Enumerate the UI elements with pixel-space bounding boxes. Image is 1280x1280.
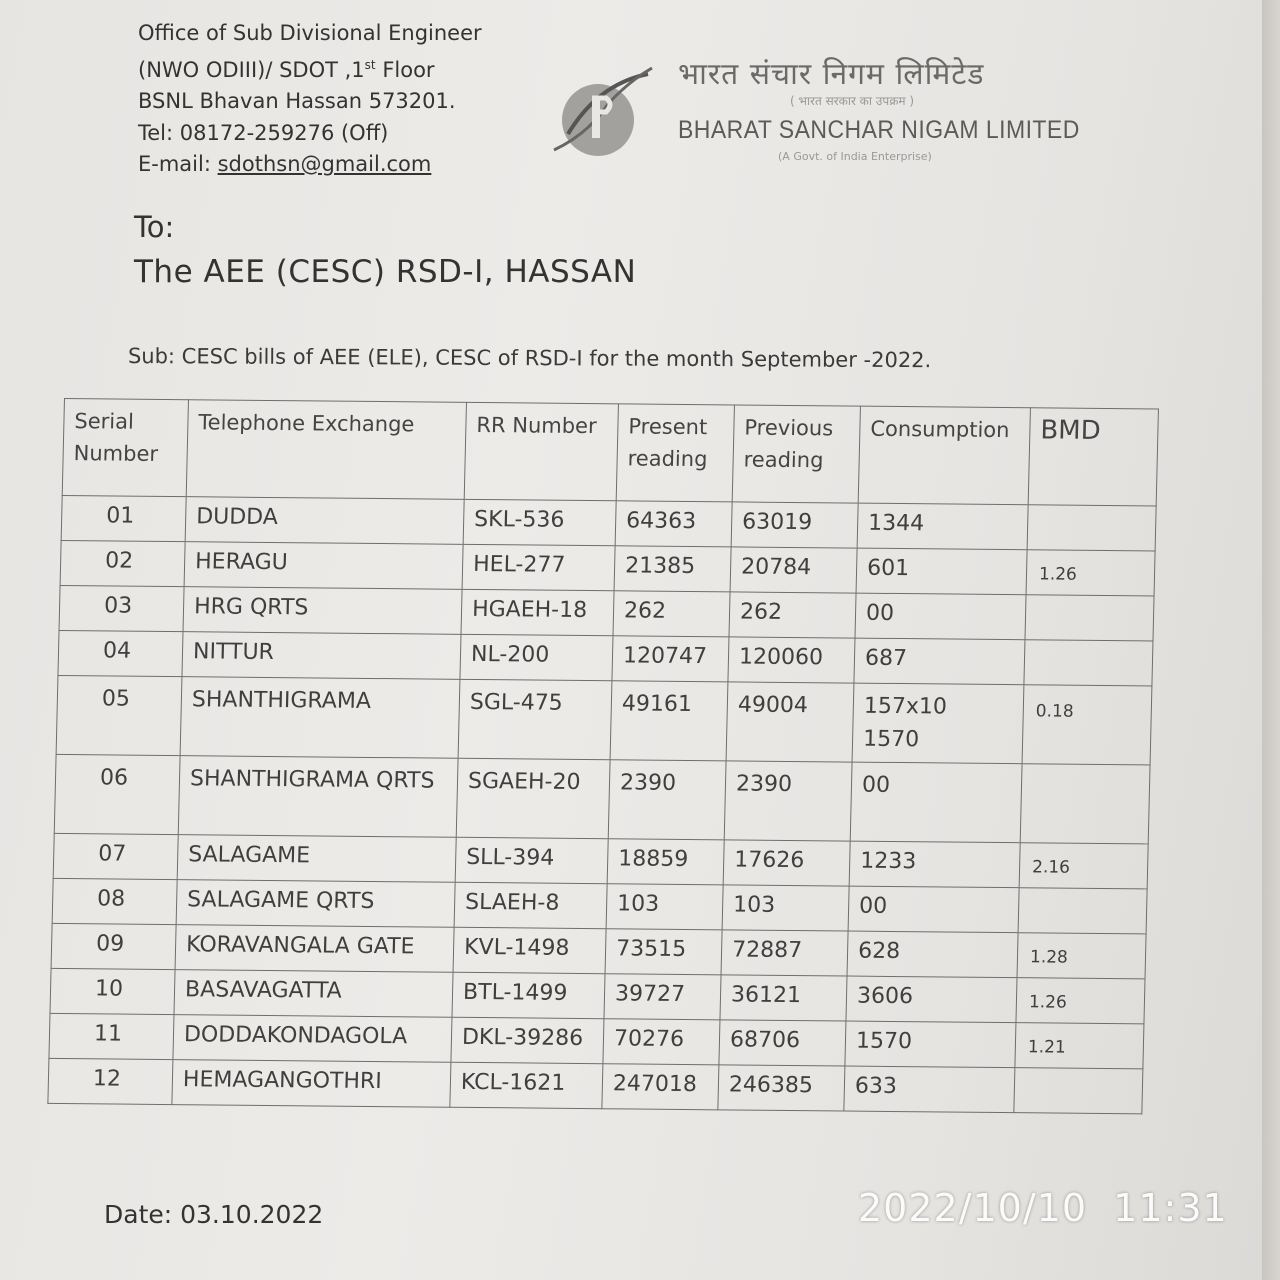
cell-present: 247018: [602, 1064, 719, 1110]
office-line-2-sup: st: [364, 57, 376, 72]
cell-serial: 08: [52, 878, 177, 924]
office-line-3: BSNL Bhavan Hassan 573201.: [138, 89, 456, 113]
header-exchange: Telephone Exchange: [186, 400, 466, 500]
cell-previous: 246385: [718, 1065, 845, 1111]
cell-previous: 262: [729, 592, 856, 638]
cell-rr: HGAEH-18: [461, 589, 614, 635]
cell-exchange: HERAGU: [184, 542, 463, 590]
cell-serial: 02: [60, 540, 185, 586]
header-previous-reading: Previous reading: [732, 405, 860, 503]
cell-rr: SGL-475: [458, 679, 612, 759]
office-address-block: [138, 18, 482, 181]
to-label: To:: [134, 210, 175, 244]
addressee: The AEE (CESC) RSD-I, HASSAN: [134, 254, 637, 290]
email-label: E-mail:: [138, 152, 218, 176]
cell-previous: 68706: [719, 1020, 846, 1066]
cell-exchange: KORAVANGALA GATE: [175, 925, 454, 973]
cell-exchange: SHANTHIGRAMA: [180, 677, 460, 759]
letterhead-company-name: BHARAT SANCHAR NIGAM LIMITED: [678, 116, 1080, 144]
cell-previous: 72887: [721, 930, 848, 976]
letterhead-hindi: भारत संचार निगम लिमिटेड: [678, 57, 985, 92]
cell-serial: 07: [53, 833, 178, 879]
camera-timestamp: 2022/10/10 11:31: [858, 1186, 1228, 1230]
cell-present: 73515: [605, 929, 722, 975]
cell-exchange: HEMAGANGOTHRI: [172, 1060, 451, 1108]
cell-present: 262: [613, 591, 730, 637]
cell-serial: 04: [58, 630, 183, 676]
cell-rr: NL-200: [460, 634, 613, 680]
cell-rr: DKL-39286: [451, 1017, 604, 1063]
cell-present: 49161: [610, 681, 728, 761]
cell-consumption: 1570: [845, 1021, 1016, 1068]
cell-bmd: 1.26: [1026, 550, 1155, 596]
cell-bmd: 1.26: [1016, 978, 1145, 1024]
cell-serial: 03: [59, 585, 184, 631]
cell-bmd: [1027, 505, 1156, 551]
cell-bmd: [1024, 640, 1153, 686]
header-rr-number: RR Number: [464, 402, 618, 500]
cell-present: 103: [606, 884, 723, 930]
cell-rr: SGAEH-20: [456, 758, 610, 838]
cell-consumption: 601: [856, 548, 1027, 595]
cell-bmd: [1018, 888, 1147, 934]
cell-previous: 2390: [724, 761, 852, 841]
cell-consumption: 00: [855, 593, 1026, 640]
email-address: sdothsn@gmail.com: [217, 152, 432, 176]
cell-exchange: DUDDA: [185, 497, 464, 545]
cell-consumption: 00: [848, 886, 1019, 933]
office-line-1: Office of Sub Divisional Engineer: [138, 21, 482, 45]
cell-exchange: SALAGAME QRTS: [176, 880, 455, 928]
cell-present: 18859: [607, 839, 724, 885]
cell-consumption: 633: [844, 1066, 1015, 1113]
table-row: [54, 754, 1150, 843]
billing-table: [47, 398, 1159, 1114]
cell-consumption: 00: [850, 762, 1022, 843]
cell-serial: 11: [49, 1013, 174, 1059]
cell-bmd: 1.21: [1015, 1023, 1144, 1069]
cell-present: 21385: [614, 546, 731, 592]
cell-serial: 12: [48, 1058, 173, 1104]
cell-rr: HEL-277: [462, 544, 615, 590]
table-header-row: [62, 399, 1158, 506]
cell-bmd: [1014, 1068, 1143, 1114]
cell-exchange: HRG QRTS: [183, 587, 462, 635]
office-line-4: Tel: 08172-259276 (Off): [138, 120, 389, 145]
cell-exchange: NITTUR: [182, 632, 461, 680]
cell-bmd: 1.28: [1017, 933, 1146, 979]
cell-previous: 36121: [720, 975, 847, 1021]
cell-consumption: 157x10 1570: [852, 683, 1024, 764]
letterhead-hindi-sub: ( भारत सरकार का उपक्रम ): [790, 94, 915, 108]
header-serial: Serial Number: [62, 399, 188, 497]
cell-previous: 20784: [730, 547, 857, 593]
page-edge: [1262, 0, 1280, 1280]
cell-bmd: 2.16: [1019, 843, 1148, 889]
cell-consumption: 687: [854, 638, 1025, 685]
cell-exchange: SHANTHIGRAMA QRTS: [178, 756, 458, 838]
cell-consumption: 628: [847, 931, 1018, 978]
cell-consumption: 1344: [857, 503, 1028, 550]
bsnl-logo-icon: [548, 64, 658, 160]
cell-present: 120747: [612, 636, 729, 682]
cell-bmd: [1020, 764, 1150, 844]
cell-rr: KCL-1621: [450, 1062, 603, 1108]
letterhead-company-sub: (A Govt. of India Enterprise): [778, 150, 932, 163]
table-body: [48, 495, 1156, 1113]
cell-rr: KVL-1498: [453, 927, 606, 973]
office-line-2: [138, 50, 482, 87]
cell-previous: 103: [722, 885, 849, 931]
cell-present: 64363: [615, 501, 732, 547]
cell-previous: 17626: [723, 840, 850, 886]
cell-previous: 63019: [731, 502, 858, 548]
header-bmd: BMD: [1028, 408, 1158, 506]
table-row: [56, 675, 1152, 764]
cell-present: 70276: [603, 1019, 720, 1065]
cell-previous: 49004: [726, 682, 854, 762]
cell-bmd: [1025, 595, 1154, 641]
office-line-2-pre: (NWO ODIII)/ SDOT ,1: [138, 57, 365, 82]
cell-rr: SLL-394: [455, 837, 608, 883]
cell-serial: 06: [54, 754, 180, 834]
cell-previous: 120060: [728, 637, 855, 683]
cell-serial: 10: [50, 968, 175, 1014]
office-line-2-post: Floor: [375, 57, 435, 82]
cell-present: 2390: [608, 760, 726, 840]
office-email-line: [138, 149, 482, 181]
cell-consumption: 1233: [849, 841, 1020, 888]
cell-serial: 05: [56, 675, 182, 755]
cell-exchange: DODDAKONDAGOLA: [173, 1015, 452, 1063]
cell-consumption: 3606: [846, 976, 1017, 1023]
cell-bmd: 0.18: [1022, 685, 1152, 765]
cell-rr: SLAEH-8: [454, 882, 607, 928]
subject-line: Sub: CESC bills of AEE (ELE), CESC of RSD-I for the month September -2022.: [127, 344, 932, 373]
cell-serial: 01: [61, 495, 186, 541]
cell-serial: 09: [51, 923, 176, 969]
cell-rr: BTL-1499: [452, 972, 605, 1018]
header-consumption: Consumption: [858, 406, 1030, 505]
cell-rr: SKL-536: [463, 499, 616, 545]
letter-date: Date: 03.10.2022: [104, 1200, 324, 1229]
cell-exchange: BASAVAGATTA: [174, 970, 453, 1018]
header-present-reading: Present reading: [616, 404, 734, 502]
cell-exchange: SALAGAME: [177, 835, 456, 883]
cell-present: 39727: [604, 974, 721, 1020]
